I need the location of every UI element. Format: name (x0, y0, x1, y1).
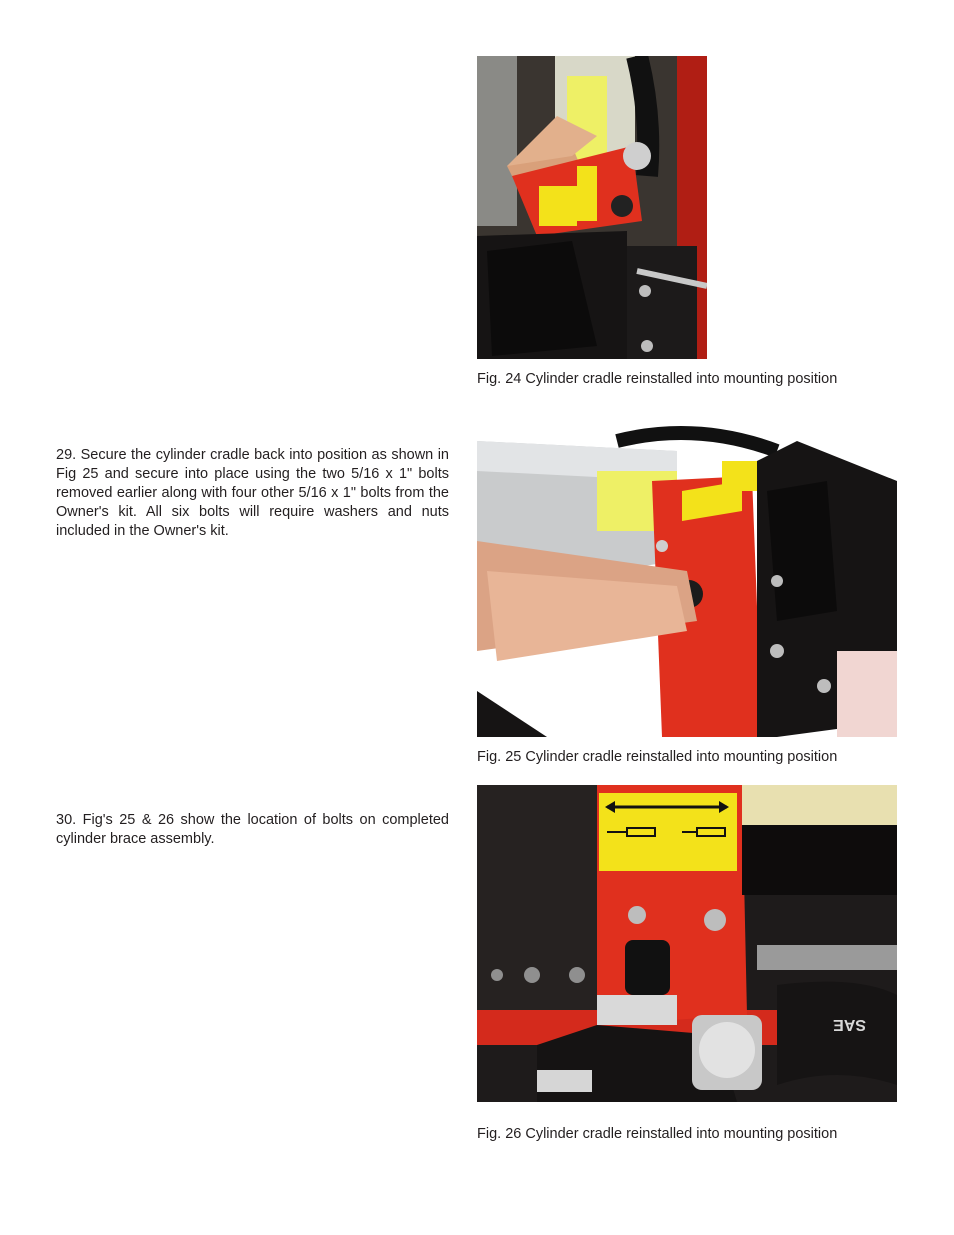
fig-25-caption: Fig. 25 Cylinder cradle reinstalled into mounting position (477, 749, 838, 765)
sae-hose-marking: SAE (833, 1016, 866, 1033)
fig-26-caption: Fig. 26 Cylinder cradle reinstalled into mounting position (477, 1126, 838, 1142)
fig-24-caption: Fig. 24 Cylinder cradle reinstalled into mounting position (477, 371, 838, 387)
fig-24-photo (477, 56, 707, 359)
step-30-text: 30. Fig's 25 & 26 show the location of bolts on completed cylinder brace assembly. (56, 812, 449, 847)
fig-26-photo (477, 785, 897, 1102)
step-29-text: 29. Secure the cylinder cradle back into position as shown in Fig 25 and secure into place using the two 5/16 x 1" bolts removed earlier along with four other 5/16 x 1" bolts from the Owner's kit. All six bolts will require washers and nuts included in the Owner's kit. (56, 447, 449, 539)
fig-25-photo (477, 421, 897, 737)
